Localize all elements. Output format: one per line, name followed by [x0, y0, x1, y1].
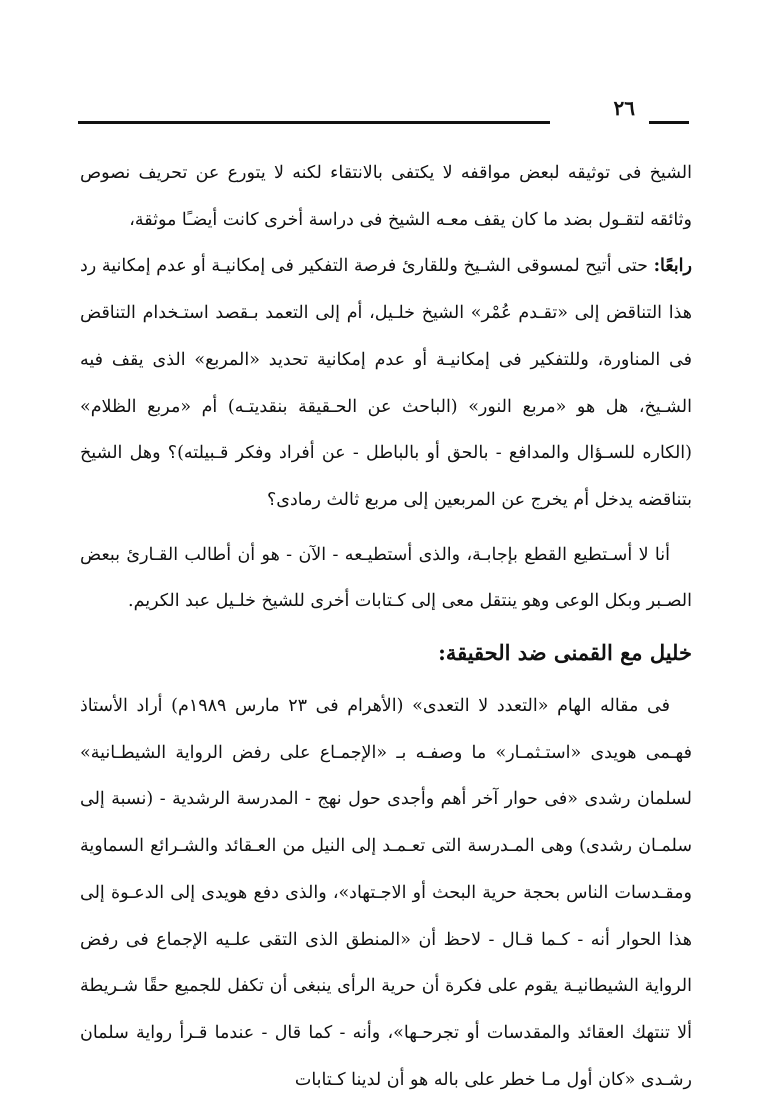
paragraph [80, 150, 692, 243]
body-text [80, 150, 692, 1103]
page-number: ٢٦ [613, 96, 635, 120]
paragraph-text: الشيخ فى توثيقه لبعض مواقفه لا يكتفى بالانتقاء لكنه لا يتورع عن تحريف نصوص وثائقه لتقـول بضد ما كان يقف معـه الشيخ فى دراسة أخرى كانت أيضـًا موثقة، [80, 163, 692, 230]
paragraph-text: حتى أتيح لمسوقى الشـيخ وللقارئ فرصة التفكير فى إمكانيـة أو عدم إمكانية رد هذا التناقض إلى «تقـدم عُمْر» الشيخ خلـيل، أم إلى التعمد بـقصد استـخدام التناقض فى المناورة، وللتفكير فى إمكانيـة أو عدم إمكانية تحديد «المربع» الذى يقف فيه الشـيخ، هل هو «مربع النور» (الباحث عن الحـقيقة بنقديتـه) أم «مربع الظلام» (الكاره للسـؤال والمدافع - بالحق أو بالباطل - عن أفراد وفكر قـبيلته)؟ وهل الشيخ بتناقضه يدخل أم يخرج عن المربعين إلى مربع ثالث رمادى؟ [80, 256, 692, 510]
paragraph [80, 683, 692, 1103]
paragraph-text: أنا لا أسـتطيع القطع بإجابـة، والذى أستطيـعه - الآن - هو أن أطالب القـارئ ببعض الصـبر وبكل الوعى وهو ينتقل معى إلى كـتابات أخرى للشيخ خلـيل عبد الكريم. [80, 544, 692, 612]
paragraph [80, 243, 692, 523]
paragraph-lead: رابعًا: [653, 256, 692, 277]
section-heading: خليل مع القمنى ضد الحقيقة: [438, 640, 692, 666]
paragraph [80, 532, 692, 625]
page-number-rule [649, 121, 689, 124]
page-header [78, 96, 689, 136]
header-rule [78, 121, 550, 124]
paragraph-text: فى مقاله الهام «التعدد لا التعدى» (الأهرام فى ٢٣ مارس ١٩٨٩م) أراد الأستاذ فهـمى هويدى «استـثمـار» ما وصفـه بـ «الإجمـاع على رفض الرواية الشيطـانية» لسلمان رشدى «فى حوار آخر أهم وأجدى حول نهج - المدرسة الرشدية - (نسبة إلى سلمـان رشدى) وهى المـدرسة التى تعـمـد إلى النيل من العـقائد والشـرائع السماوية ومقـدسات الناس بحجة حرية البحث أو الاجـتهاد»، والذى دفع هويدى إلى الدعـوة إلى هذا الحوار أنه - كـما قـال - لاحظ أن «المنطق الذى التقى علـيه الإجماع فى رفض الرواية الشيطانيـة يقوم على فكرة أن حرية الرأى ينبغى أن تكفل للجميع حقًا شـريطة ألا تنتهك العقائد والمقدسات أو تجرحـها»، وأنه - كما قال - عندما قـرأ رواية سلمان رشـدى «كان أول مـا خطر على باله هو أن لدينا كـتابات [80, 696, 692, 1090]
